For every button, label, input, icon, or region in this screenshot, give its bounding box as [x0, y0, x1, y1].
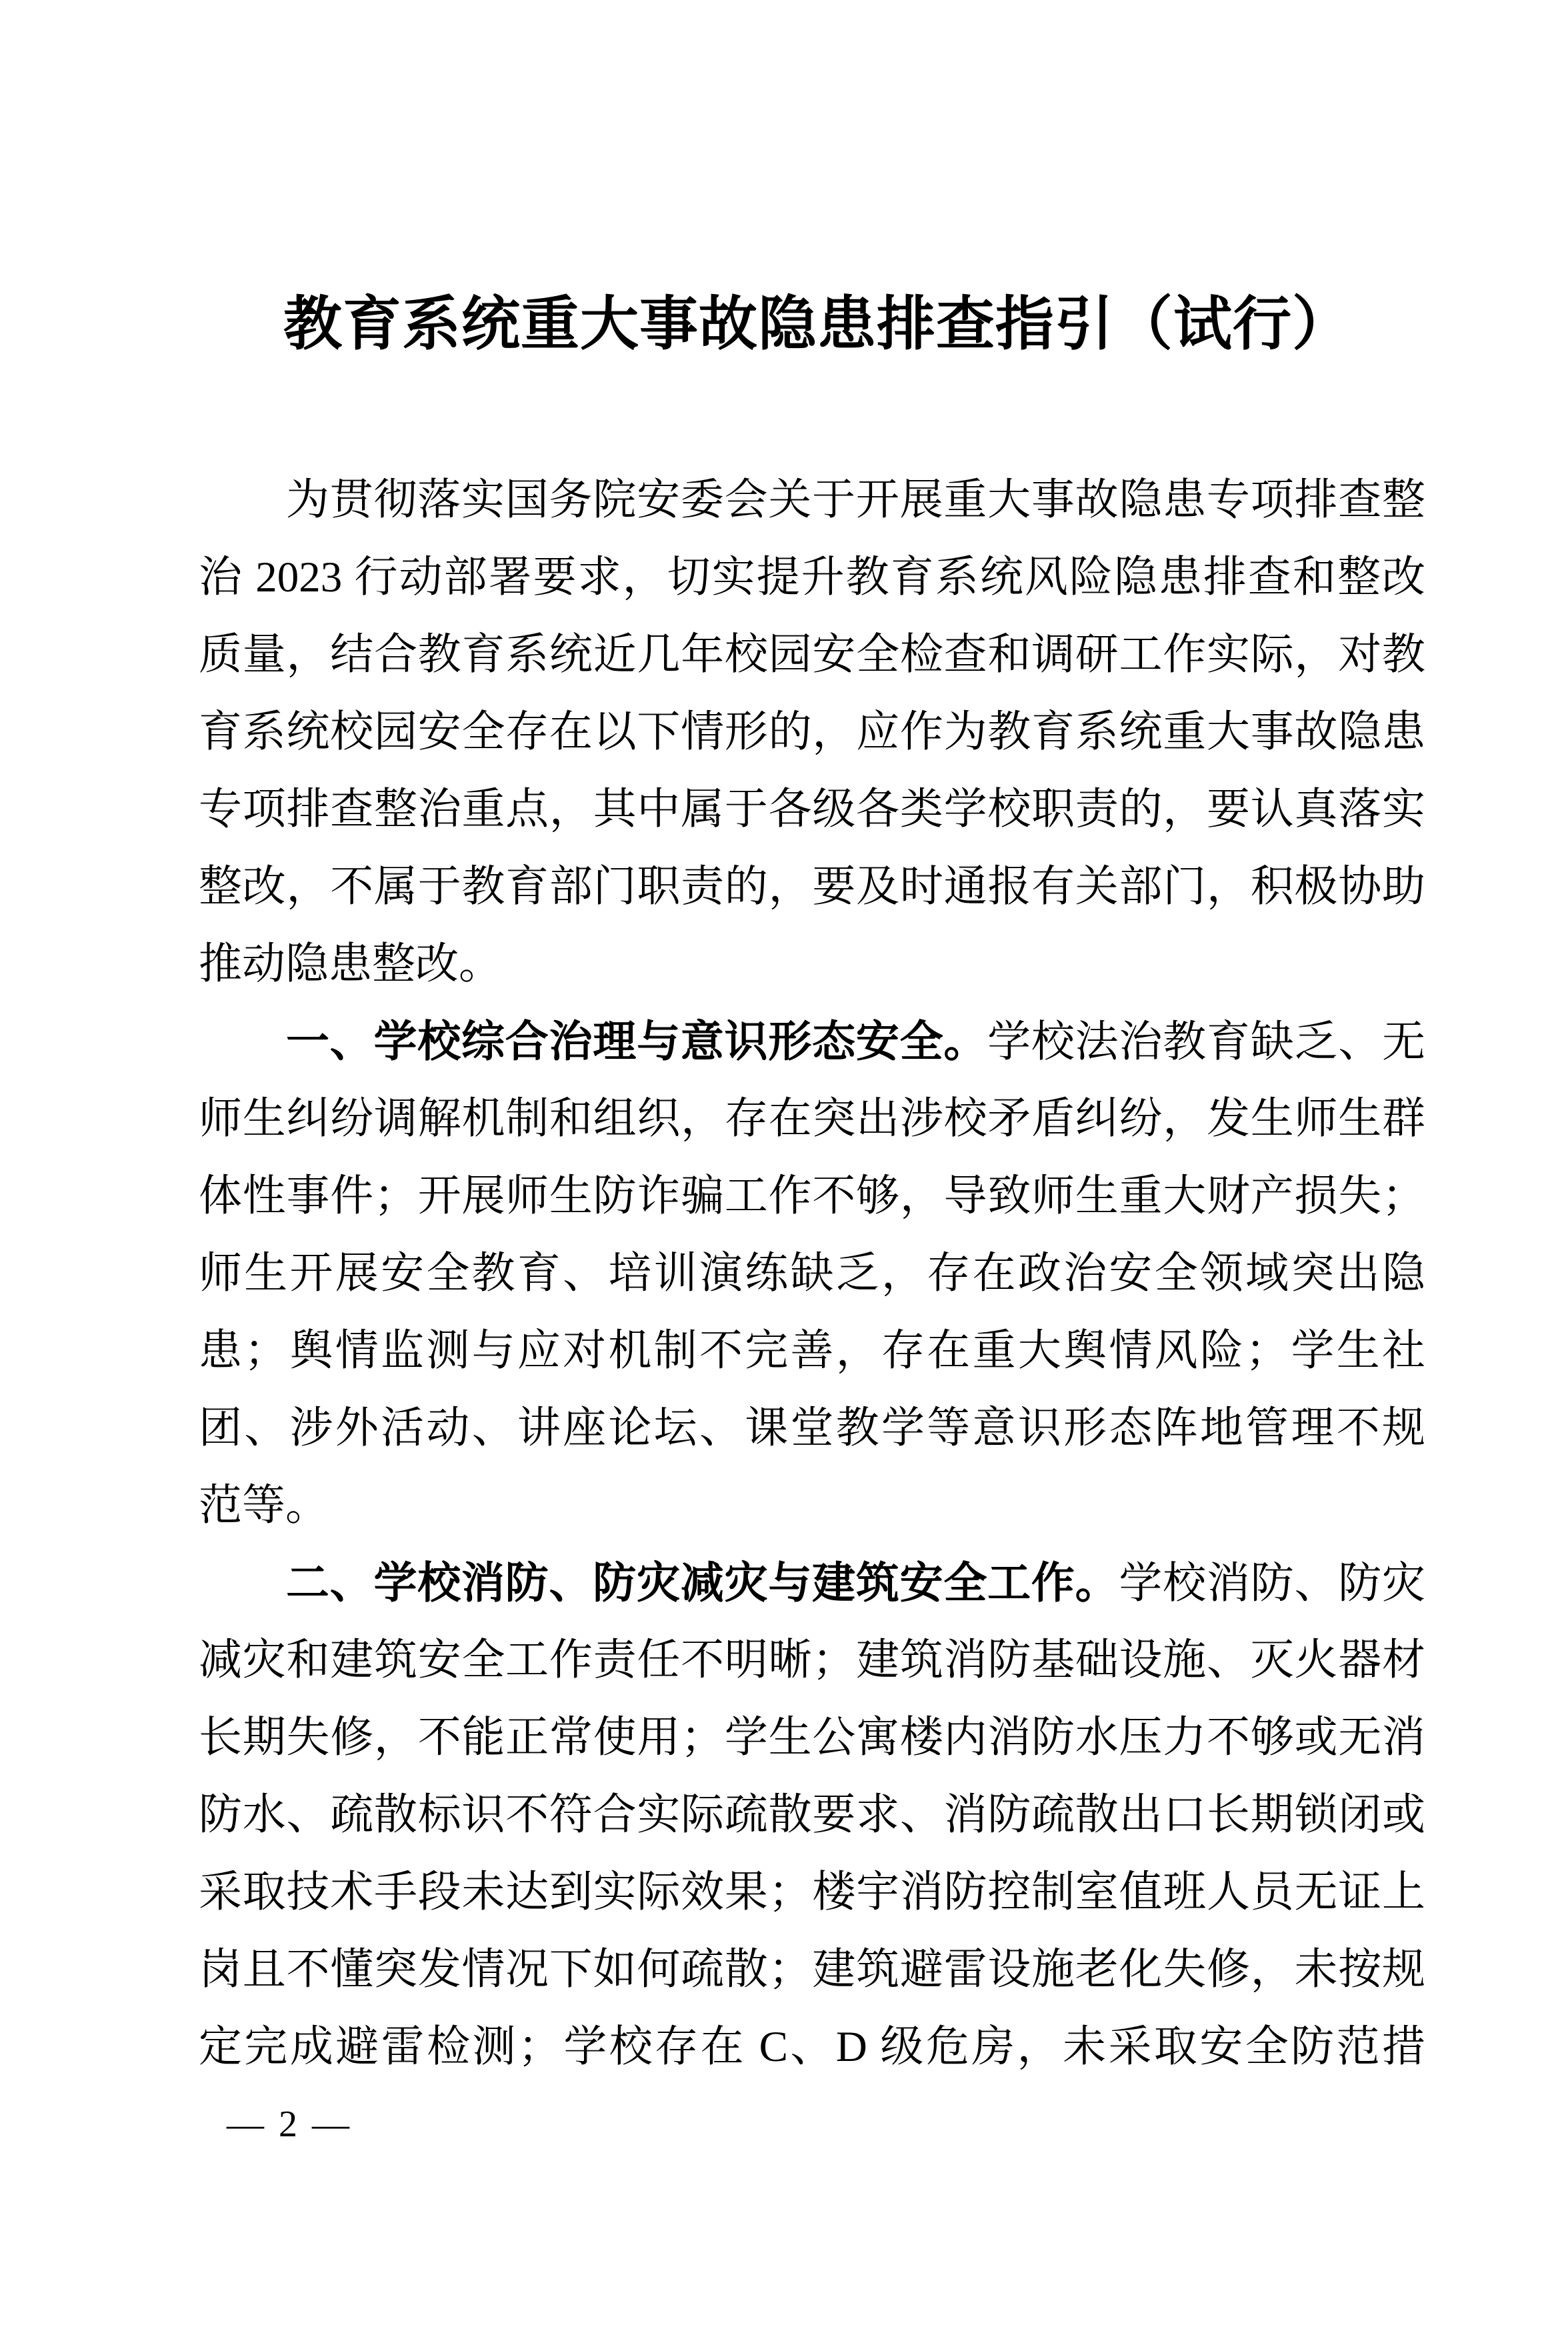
body-text: 长期失修，不能正常使用；学生公寓楼内消防水压力不够或无消 — [199, 1714, 1425, 1762]
text-line — [199, 461, 1425, 539]
text-line — [199, 1003, 1425, 1080]
document-body — [199, 461, 1425, 2086]
text-line — [199, 848, 1425, 925]
text-line — [199, 1235, 1425, 1312]
page-title: 教育系统重大事故隐患排查指引（试行） — [283, 293, 1351, 357]
body-text: 团、涉外活动、讲座论坛、课堂教学等意识形态阵地管理不规 — [199, 1404, 1425, 1452]
text-line — [199, 925, 1425, 1003]
text-line — [199, 1854, 1425, 1931]
text-line — [199, 693, 1425, 771]
body-text: 推动隐患整改。 — [199, 940, 503, 988]
text-line — [199, 1080, 1425, 1157]
text-line — [199, 1157, 1425, 1235]
text-line — [199, 2008, 1425, 2086]
body-text: 防水、疏散标识不符合实际疏散要求、消防疏散出口长期锁闭或 — [199, 1791, 1425, 1839]
text-line — [199, 1699, 1425, 1776]
text-line — [199, 1390, 1425, 1467]
text-line — [199, 1622, 1425, 1699]
text-line — [199, 1776, 1425, 1854]
body-text: 师生纠纷调解机制和组织，存在突出涉校矛盾纠纷，发生师生群 — [199, 1095, 1425, 1143]
body-text: 专项排查整治重点，其中属于各级各类学校职责的，要认真落实 — [199, 785, 1425, 833]
body-text: 采取技术手段未达到实际效果；楼宇消防控制室值班人员无证上 — [199, 1868, 1425, 1916]
text-line — [199, 771, 1425, 848]
body-text: 学校消防、防灾 — [1119, 1560, 1425, 1608]
body-text: 患；舆情监测与应对机制不完善，存在重大舆情风险；学生社 — [199, 1327, 1425, 1375]
text-line — [199, 1931, 1425, 2008]
body-text: 育系统校园安全存在以下情形的，应作为教育系统重大事故隐患 — [199, 708, 1425, 756]
body-text: 治 2023 行动部署要求，切实提升教育系统风险隐患排查和整改 — [199, 553, 1425, 601]
page-number: — 2 — — [227, 2104, 352, 2145]
text-line — [199, 539, 1425, 616]
text-line — [199, 1312, 1425, 1390]
body-text: 范等。 — [199, 1482, 329, 1530]
body-text: 整改，不属于教育部门职责的，要及时通报有关部门，积极协助 — [199, 863, 1425, 911]
body-text: 定完成避雷检测；学校存在 C、D 级危房，未采取安全防范措 — [199, 2023, 1425, 2071]
text-line — [199, 1467, 1425, 1544]
text-line — [199, 1544, 1425, 1622]
body-text: 岗且不懂突发情况下如何疏散；建筑避雷设施老化失修，未按规 — [199, 1946, 1425, 1994]
body-text: 减灾和建筑安全工作责任不明晰；建筑消防基础设施、灭火器材 — [199, 1636, 1425, 1684]
body-text: 师生开展安全教育、培训演练缺乏，存在政治安全领域突出隐 — [199, 1250, 1425, 1298]
body-text: 学校法治教育缺乏、无 — [987, 1018, 1425, 1066]
body-text: 为贯彻落实国务院安委会关于开展重大事故隐患专项排查整 — [286, 476, 1425, 524]
section-heading: 一、学校综合治理与意识形态安全。 — [286, 1017, 988, 1065]
body-text: 体性事件；开展师生防诈骗工作不够，导致师生重大财产损失； — [199, 1172, 1425, 1220]
section-heading: 二、学校消防、防灾减灾与建筑安全工作。 — [286, 1558, 1119, 1607]
text-line — [199, 616, 1425, 693]
body-text: 质量，结合教育系统近几年校园安全检查和调研工作实际，对教 — [199, 631, 1425, 679]
